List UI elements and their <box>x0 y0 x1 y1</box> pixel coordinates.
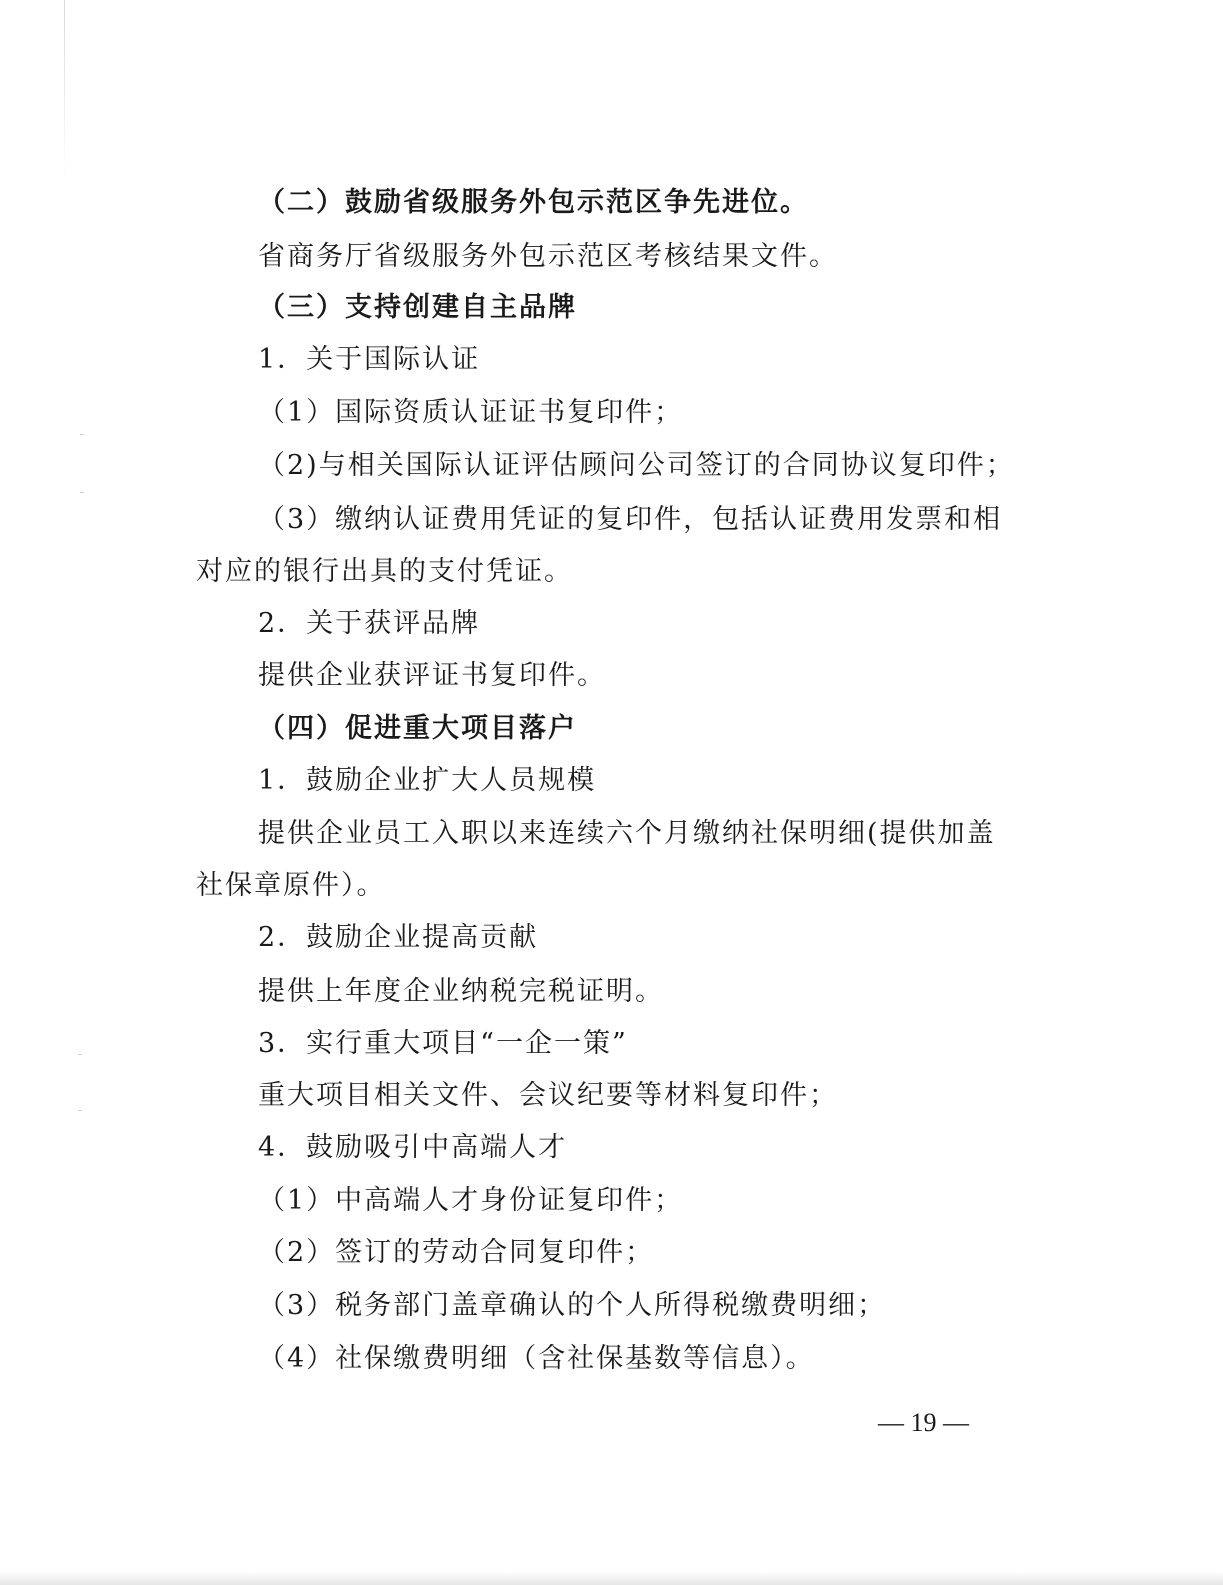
paragraph-line: 提供上年度企业纳税完税证明。 <box>258 976 664 1007</box>
paragraph-line: （1）国际资质认证证书复印件； <box>258 397 684 428</box>
paragraph-line: （3）税务部门盖章确认的个人所得税缴费明细； <box>258 1290 887 1321</box>
paragraph-line: 2．鼓励企业提高贡献 <box>258 922 539 953</box>
paragraph-line: 重大项目相关文件、会议纪要等材料复印件； <box>258 1080 838 1111</box>
scan-speck <box>80 434 84 435</box>
paragraph-line: 2．关于获评品牌 <box>258 608 481 639</box>
paragraph-line: 4．鼓励吸引中高端人才 <box>258 1132 568 1163</box>
paragraph-line: 提供企业员工入职以来连续六个月缴纳社保明细(提供加盖 <box>258 818 996 849</box>
section-heading: （三）支持创建自主品牌 <box>258 292 577 323</box>
paragraph-line: （3）缴纳认证费用凭证的复印件，包括认证费用发票和相 <box>258 504 1003 535</box>
paragraph-line: （2)与相关国际认证评估顾问公司签订的合同协议复印件； <box>258 450 1015 481</box>
paragraph-line: 省商务厅省级服务外包示范区考核结果文件。 <box>258 241 838 272</box>
page-number: — 19 — <box>878 1408 969 1437</box>
paragraph-line: 1．关于国际认证 <box>258 344 481 375</box>
section-heading: （四）促进重大项目落户 <box>258 713 577 744</box>
paragraph-line: 提供企业获评证书复印件。 <box>258 660 606 691</box>
scan-speck <box>80 492 84 493</box>
paragraph-line: （1）中高端人才身份证复印件； <box>258 1185 684 1216</box>
paragraph-line: （4）社保缴费明细（含社保基数等信息）。 <box>258 1343 815 1374</box>
section-heading: （二）鼓励省级服务外包示范区争先进位。 <box>258 187 809 218</box>
paragraph-line: 对应的银行出具的支付凭证。 <box>196 556 573 587</box>
scan-bottom-edge <box>0 1571 1223 1585</box>
paragraph-line: （2）签订的劳动合同复印件； <box>258 1237 655 1268</box>
paragraph-line: 1．鼓励企业扩大人员规模 <box>258 765 597 796</box>
paragraph-line: 社保章原件）。 <box>196 870 386 901</box>
scan-edge-mark <box>64 0 65 180</box>
paragraph-line: 3．实行重大项目“一企一策” <box>258 1028 628 1059</box>
